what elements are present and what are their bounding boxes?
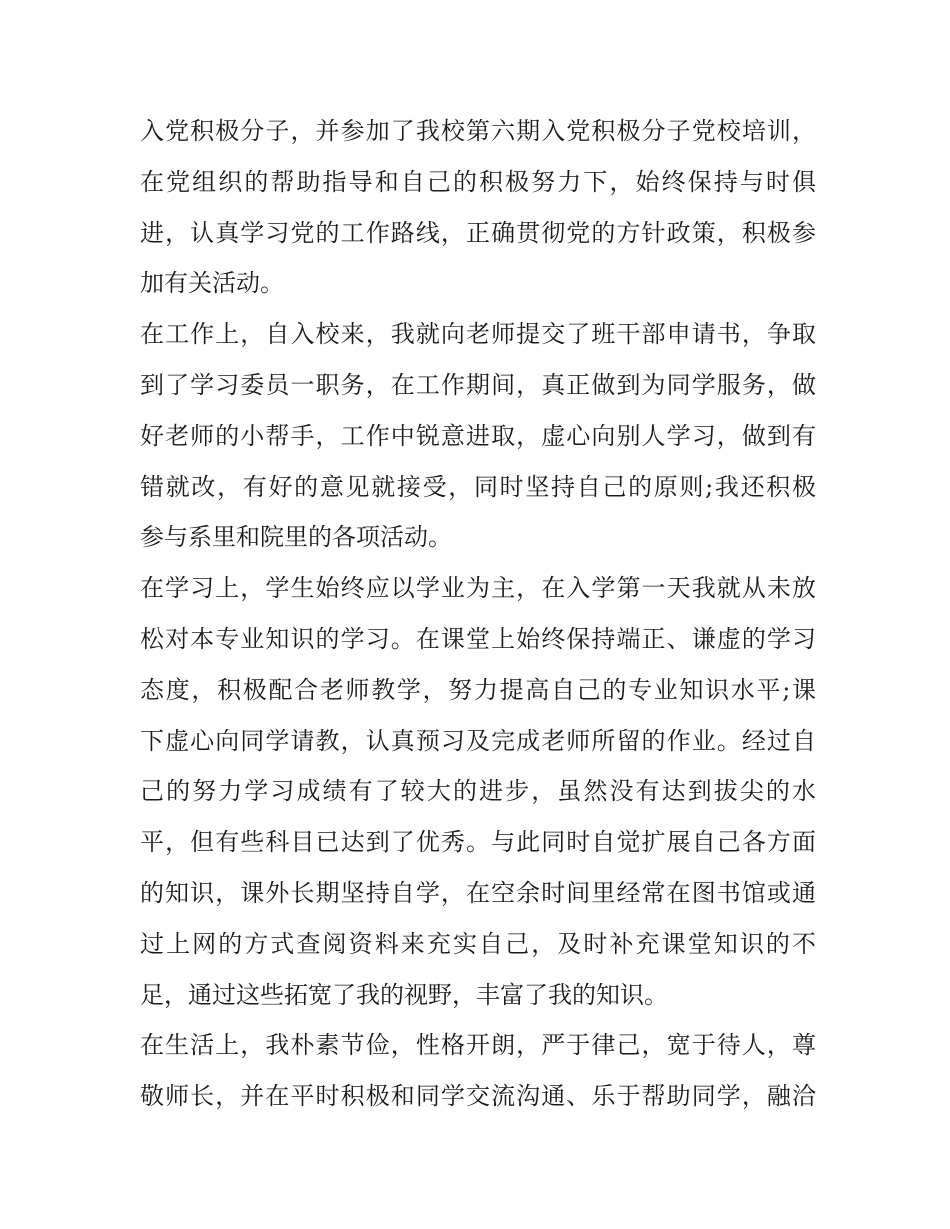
text-line: 参与系里和院里的各项活动。	[140, 523, 452, 552]
text-line: 态度，积极配合老师教学，努力提高自己的专业知识水平;课	[140, 675, 816, 704]
text-line: 错就改，有好的意见就接受，同时坚持自己的原则;我还积极	[140, 472, 816, 501]
text-line: 己的努力学习成绩有了较大的进步，虽然没有达到拔尖的水	[140, 777, 816, 806]
text-line: 入党积极分子，并参加了我校第六期入党积极分子党校培训，	[140, 117, 816, 145]
text-line: 足，通过这些拓宽了我的视野，丰富了我的知识。	[140, 980, 668, 1009]
text-line: 到了学习委员一职务，在工作期间，真正做到为同学服务，做	[140, 370, 816, 399]
text-line: 下虚心向同学请教，认真预习及完成老师所留的作业。经过自	[140, 726, 816, 755]
text-line: 在工作上，自入校来，我就向老师提交了班干部申请书，争取	[140, 320, 816, 349]
text-line: 进，认真学习党的工作路线，正确贯彻党的方针政策，积极参	[140, 218, 816, 247]
paragraph-life	[140, 1020, 816, 1122]
text-line: 敬师长，并在平时积极和同学交流沟通、乐于帮助同学，融洽	[140, 1082, 816, 1111]
paragraph-work	[140, 309, 816, 563]
text-line: 过上网的方式查阅资料来充实自己，及时补充课堂知识的不	[140, 929, 816, 958]
text-line: 在生活上，我朴素节俭，性格开朗，严于律己，宽于待人，尊	[140, 1031, 816, 1060]
document-body	[140, 106, 816, 1122]
text-line: 在学习上，学生始终应以学业为主，在入学第一天我就从未放	[140, 574, 816, 603]
text-line: 松对本专业知识的学习。在课堂上始终保持端正、谦虚的学习	[140, 624, 816, 653]
text-line: 平，但有些科目已达到了优秀。与此同时自觉扩展自己各方面	[140, 828, 816, 857]
paragraph-party	[140, 106, 816, 309]
text-line: 加有关活动。	[140, 269, 284, 298]
paragraph-study	[140, 563, 816, 1020]
text-line: 好老师的小帮手，工作中锐意进取，虚心向别人学习，做到有	[140, 421, 816, 450]
text-line: 在党组织的帮助指导和自己的积极努力下，始终保持与时俱	[140, 167, 816, 196]
text-line: 的知识，课外长期坚持自学，在空余时间里经常在图书馆或通	[140, 878, 816, 907]
